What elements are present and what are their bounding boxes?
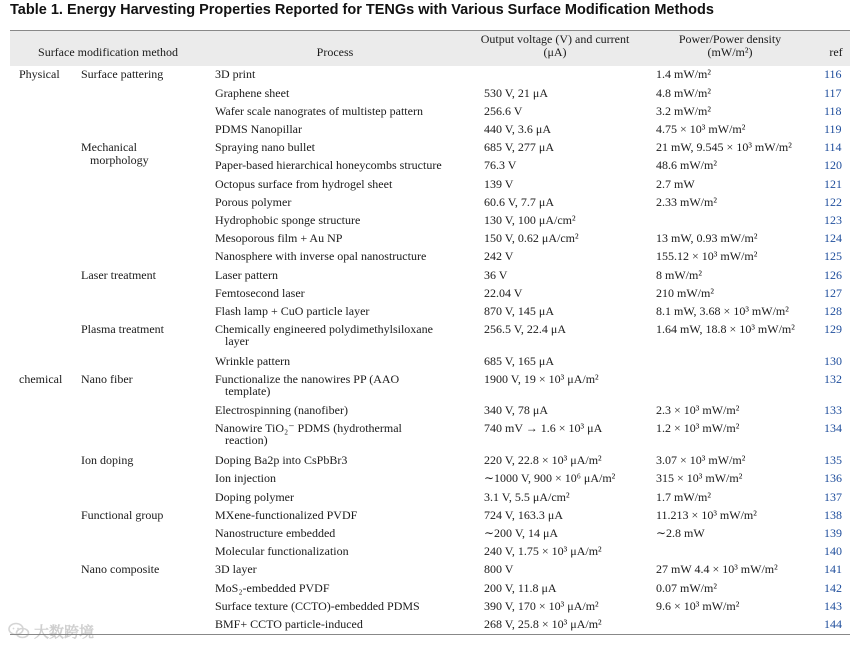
cell-process: Spraying nano bullet [215,140,315,154]
cell-voltage: 340 V, 78 μA [484,403,549,417]
cell-power: 21 mW, 9.545 × 10³ mW/m² [656,140,792,154]
cell-process: Nanowire TiO₂⁻ PDMS (hydrothermal [215,421,402,435]
cell-process: Nanostructure embedded [215,526,336,540]
cell-power: 2.33 mW/m² [656,195,717,209]
cell-process: Nanosphere with inverse opal nanostructure [215,249,427,263]
cell-voltage: 150 V, 0.62 μA/cm² [484,231,579,245]
cell-ref[interactable]: 114 [824,140,842,154]
cell-subcategory: Plasma treatment [81,322,164,336]
cell-process: Ion injection [215,471,276,485]
cell-ref[interactable]: 136 [824,471,842,485]
cell-process: Flash lamp + CuO particle layer [215,304,370,318]
cell-voltage: 800 V [484,562,514,576]
cell-ref[interactable]: 122 [824,195,842,209]
cell-power: 9.6 × 10³ mW/m² [656,599,740,613]
cell-process: Wrinkle pattern [215,354,291,368]
watermark-text: 大数跨境 [34,622,95,641]
cell-process: PDMS Nanopillar [215,122,302,136]
cell-ref[interactable]: 143 [824,599,842,613]
cell-voltage: ∼200 V, 14 μA [484,526,559,540]
cell-voltage: 76.3 V [484,158,517,172]
cell-process: Porous polymer [215,195,292,209]
cell-voltage: 440 V, 3.6 μA [484,122,552,136]
cell-process: Surface texture (CCTO)-embedded PDMS [215,599,420,613]
watermark [8,620,94,642]
cell-ref[interactable]: 130 [824,354,842,368]
cell-process: MoS₂-embedded PVDF [215,581,330,595]
cell-process: Chemically engineered polydimethylsiloxane [215,322,433,336]
cell-process: 3D layer [215,562,257,576]
cell-ref[interactable]: 141 [824,562,842,576]
cell-ref[interactable]: 139 [824,526,842,540]
cell-subcategory: Ion doping [81,453,134,467]
cell-power: 315 × 10³ mW/m² [656,471,743,485]
cell-voltage: 200 V, 11.8 μA [484,581,557,595]
cell-ref[interactable]: 144 [824,617,842,631]
cell-voltage: 256.6 V [484,104,523,118]
cell-power: 0.07 mW/m² [656,581,717,595]
cell-subcategory: Nano fiber [81,372,133,386]
wechat-logo-icon [8,622,30,640]
header-power-line2: (mW/m²) [707,45,753,59]
cell-ref[interactable]: 127 [824,286,842,300]
cell-ref[interactable]: 142 [824,581,842,595]
cell-ref[interactable]: 118 [824,104,842,118]
cell-process: Hydrophobic sponge structure [215,213,361,227]
cell-voltage: 390 V, 170 × 10³ μA/m² [484,599,599,613]
cell-ref[interactable]: 140 [824,544,842,558]
cell-subcategory: Mechanical [81,140,137,154]
cell-power: 27 mW 4.4 × 10³ mW/m² [656,562,778,576]
cell-power: 8 mW/m² [656,268,702,282]
cell-process: Paper-based hierarchical honeycombs structure [215,158,442,172]
cell-subcategory: Surface pattering [81,67,164,81]
cell-process: Femtosecond laser [215,286,305,300]
cell-power: 210 mW/m² [656,286,714,300]
cell-process-line2: layer [225,334,249,348]
cell-category: Physical [19,67,60,81]
cell-ref[interactable]: 137 [824,490,842,504]
cell-process: Laser pattern [215,268,278,282]
cell-process: Functionalize the nanowires PP (AAO [215,372,400,386]
cell-process: BMF+ CCTO particle-induced [215,617,363,631]
header-method: Surface modification method [38,45,178,59]
cell-voltage: ∼1000 V, 900 × 10⁶ μA/m² [484,471,616,485]
cell-voltage: 240 V, 1.75 × 10³ μA/m² [484,544,602,558]
cell-power: 155.12 × 10³ mW/m² [656,249,758,263]
cell-category: chemical [19,372,63,386]
table-title: Table 1. Energy Harvesting Properties Reported for TENGs with Various Surface Modification Methods [10,2,714,18]
cell-voltage: 36 V [484,268,508,282]
cell-power: 1.64 mW, 18.8 × 10³ mW/m² [656,322,795,336]
cell-ref[interactable]: 132 [824,372,842,386]
cell-process: Mesoporous film + Au NP [215,231,343,245]
cell-voltage: 139 V [484,177,514,191]
cell-power: ∼2.8 mW [656,526,705,540]
cell-process: Electrospinning (nanofiber) [215,403,348,417]
cell-ref[interactable]: 121 [824,177,842,191]
cell-process: MXene-functionalized PVDF [215,508,358,522]
cell-power: 48.6 mW/m² [656,158,717,172]
cell-power: 1.4 mW/m² [656,67,711,81]
cell-ref[interactable]: 133 [824,403,842,417]
cell-ref[interactable]: 128 [824,304,842,318]
cell-voltage: 685 V, 277 μA [484,140,555,154]
cell-power: 4.8 mW/m² [656,86,711,100]
cell-ref[interactable]: 123 [824,213,842,227]
cell-voltage: 3.1 V, 5.5 μA/cm² [484,490,570,504]
cell-process: 3D print [215,67,256,81]
cell-process-line2: template) [225,384,271,398]
cell-voltage: 242 V [484,249,514,263]
cell-process: Wafer scale nanogrates of multistep pattern [215,104,423,118]
cell-process: Graphene sheet [215,86,290,100]
cell-power: 1.2 × 10³ mW/m² [656,421,740,435]
cell-power: 8.1 mW, 3.68 × 10³ mW/m² [656,304,789,318]
cell-ref[interactable]: 124 [824,231,842,245]
cell-ref[interactable]: 126 [824,268,842,282]
cell-voltage: 870 V, 145 μA [484,304,555,318]
header-voltage-line1: Output voltage (V) and current [480,32,630,46]
cell-subcategory: Nano composite [81,562,160,576]
cell-subcategory: Laser treatment [81,268,156,282]
cell-ref[interactable]: 134 [824,421,842,435]
cell-voltage: 220 V, 22.8 × 10³ μA/m² [484,453,602,467]
cell-ref[interactable]: 119 [824,122,842,136]
cell-power: 4.75 × 10³ mW/m² [656,122,746,136]
cell-power: 2.7 mW [656,177,695,191]
cell-voltage: 740 mV → 1.6 × 10³ μA [484,421,603,435]
header-ref: ref [829,45,843,59]
cell-power: 3.2 mW/m² [656,104,711,118]
cell-power: 13 mW, 0.93 mW/m² [656,231,758,245]
cell-voltage: 60.6 V, 7.7 μA [484,195,555,209]
cell-voltage: 685 V, 165 μA [484,354,555,368]
cell-voltage: 130 V, 100 μA/cm² [484,213,576,227]
cell-voltage: 22.04 V [484,286,523,300]
cell-ref[interactable]: 138 [824,508,842,522]
cell-voltage: 1900 V, 19 × 10³ μA/m² [484,372,599,386]
cell-process: Octopus surface from hydrogel sheet [215,177,393,191]
cell-power: 1.7 mW/m² [656,490,711,504]
header-process: Process [316,45,354,59]
cell-process: Doping Ba2p into CsPbBr3 [215,453,348,467]
cell-process: Molecular functionalization [215,544,349,558]
cell-ref[interactable]: 125 [824,249,842,263]
cell-ref[interactable]: 135 [824,453,842,467]
table-bottom-rule [10,634,850,635]
cell-ref[interactable]: 116 [824,67,842,81]
cell-voltage: 724 V, 163.3 μA [484,508,564,522]
cell-voltage: 530 V, 21 μA [484,86,549,100]
cell-power: 11.213 × 10³ mW/m² [656,508,757,522]
cell-ref[interactable]: 120 [824,158,842,172]
cell-power: 2.3 × 10³ mW/m² [656,403,740,417]
cell-subcategory: Functional group [81,508,164,522]
cell-voltage: 256.5 V, 22.4 μA [484,322,567,336]
cell-power: 3.07 × 10³ mW/m² [656,453,746,467]
cell-ref[interactable]: 117 [824,86,842,100]
cell-ref[interactable]: 129 [824,322,842,336]
cell-process-line2: reaction) [225,433,268,447]
header-power-line1: Power/Power density [678,32,782,46]
cell-subcategory-line2: morphology [90,153,149,167]
cell-process: Doping polymer [215,490,294,504]
header-voltage-line2: (μA) [543,45,567,59]
cell-voltage: 268 V, 25.8 × 10³ μA/m² [484,617,602,631]
